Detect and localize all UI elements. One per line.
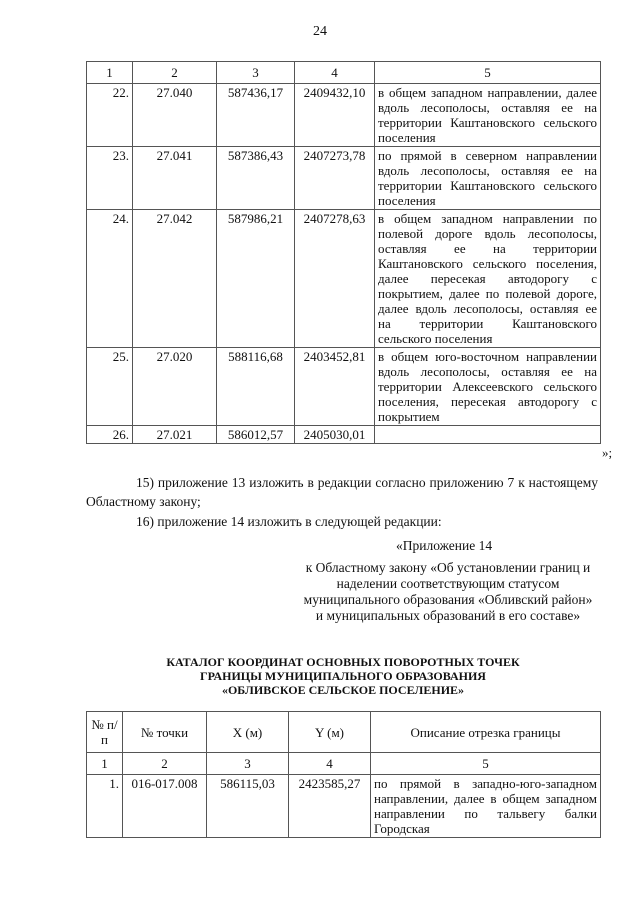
paragraph-15: 15) приложение 13 изложить в редакции согласно приложению 7 к настоящему Областному закону; <box>86 475 598 509</box>
column-number: 1 <box>87 753 123 775</box>
segment-description: в общем юго-восточном направлении вдоль лесополосы, оставляя ее на территории Алексеевского сельского поселения, пересекая автодорогу с покрытием <box>375 348 601 426</box>
table-column-numbers <box>87 62 601 84</box>
column-number: 1 <box>87 62 133 84</box>
table-row <box>87 84 601 147</box>
y-coordinate: 2409432,10 <box>295 84 375 147</box>
segment-description: в общем западном направлении по полевой дороге вдоль лесополосы, оставляя ее на территории Каштановского сельского поселения, далее пересекая автодорогу с покрытием, далее по полевой дороге, далее вдоль лесополосы, оставляя ее на территории Каштановского сельского поселения <box>375 210 601 348</box>
point-id: 27.041 <box>133 147 217 210</box>
table-row <box>87 147 601 210</box>
catalog-title-line: «ОБЛИВСКОЕ СЕЛЬСКОЕ ПОСЕЛЕНИЕ» <box>221 683 465 697</box>
header-y-coordinate: Y (м) <box>289 712 371 753</box>
row-number: 24. <box>87 210 133 348</box>
column-number: 3 <box>217 62 295 84</box>
header-x-coordinate: X (м) <box>207 712 289 753</box>
table-row <box>87 210 601 348</box>
page-number: 24 <box>313 24 327 39</box>
column-number: 5 <box>371 753 601 775</box>
table-row <box>87 348 601 426</box>
column-number: 5 <box>375 62 601 84</box>
point-id: 27.042 <box>133 210 217 348</box>
header-point-number: № точки <box>123 712 207 753</box>
segment-description: по прямой в северном направлении вдоль лесополосы, оставляя ее на территории Каштановского сельского поселения <box>375 147 601 210</box>
x-coordinate: 587436,17 <box>217 84 295 147</box>
y-coordinate: 2407273,78 <box>295 147 375 210</box>
column-number: 4 <box>289 753 371 775</box>
point-id: 27.040 <box>133 84 217 147</box>
appendix-title: «Приложение 14 <box>396 538 493 553</box>
table-row <box>87 775 601 838</box>
y-coordinate: 2405030,01 <box>295 426 375 444</box>
paragraph-16: 16) приложение 14 изложить в следующей редакции: <box>136 514 442 529</box>
column-number: 2 <box>123 753 207 775</box>
catalog-title-line: КАТАЛОГ КООРДИНАТ ОСНОВНЫХ ПОВОРОТНЫХ ТОЧЕК <box>166 655 520 669</box>
segment-description: по прямой в западно-юго-западном направлении, далее в общем западном направлении по тальвегу балки Городская <box>371 775 601 838</box>
table-header-row <box>87 712 601 753</box>
catalog-title <box>86 655 600 697</box>
row-number: 22. <box>87 84 133 147</box>
column-number: 4 <box>295 62 375 84</box>
appendix-subtitle: к Областному закону «Об установлении границ и наделении соответствующим статусом муниципального образования «Обливский район» и муниципальных образований в его составе» <box>303 560 593 623</box>
header-row-number: № п/п <box>87 712 123 753</box>
x-coordinate: 587986,21 <box>217 210 295 348</box>
header-description: Описание отрезка границы <box>371 712 601 753</box>
row-number: 23. <box>87 147 133 210</box>
x-coordinate: 586115,03 <box>207 775 289 838</box>
point-id: 27.020 <box>133 348 217 426</box>
y-coordinate: 2423585,27 <box>289 775 371 838</box>
column-number: 3 <box>207 753 289 775</box>
row-number: 1. <box>87 775 123 838</box>
segment-description: в общем западном направлении, далее вдоль лесополосы, оставляя ее на территории Каштановского сельского поселения <box>375 84 601 147</box>
x-coordinate: 588116,68 <box>217 348 295 426</box>
boundary-table-continued <box>86 61 601 444</box>
closing-quote-mark: »; <box>602 445 613 460</box>
x-coordinate: 586012,57 <box>217 426 295 444</box>
point-id: 016-017.008 <box>123 775 207 838</box>
y-coordinate: 2403452,81 <box>295 348 375 426</box>
segment-description <box>375 426 601 444</box>
point-id: 27.021 <box>133 426 217 444</box>
row-number: 25. <box>87 348 133 426</box>
y-coordinate: 2407278,63 <box>295 210 375 348</box>
coordinates-catalog-table <box>86 711 601 838</box>
catalog-title-line: ГРАНИЦЫ МУНИЦИПАЛЬНОГО ОБРАЗОВАНИЯ <box>200 669 486 683</box>
table-row <box>87 426 601 444</box>
x-coordinate: 587386,43 <box>217 147 295 210</box>
table-column-numbers <box>87 753 601 775</box>
row-number: 26. <box>87 426 133 444</box>
column-number: 2 <box>133 62 217 84</box>
